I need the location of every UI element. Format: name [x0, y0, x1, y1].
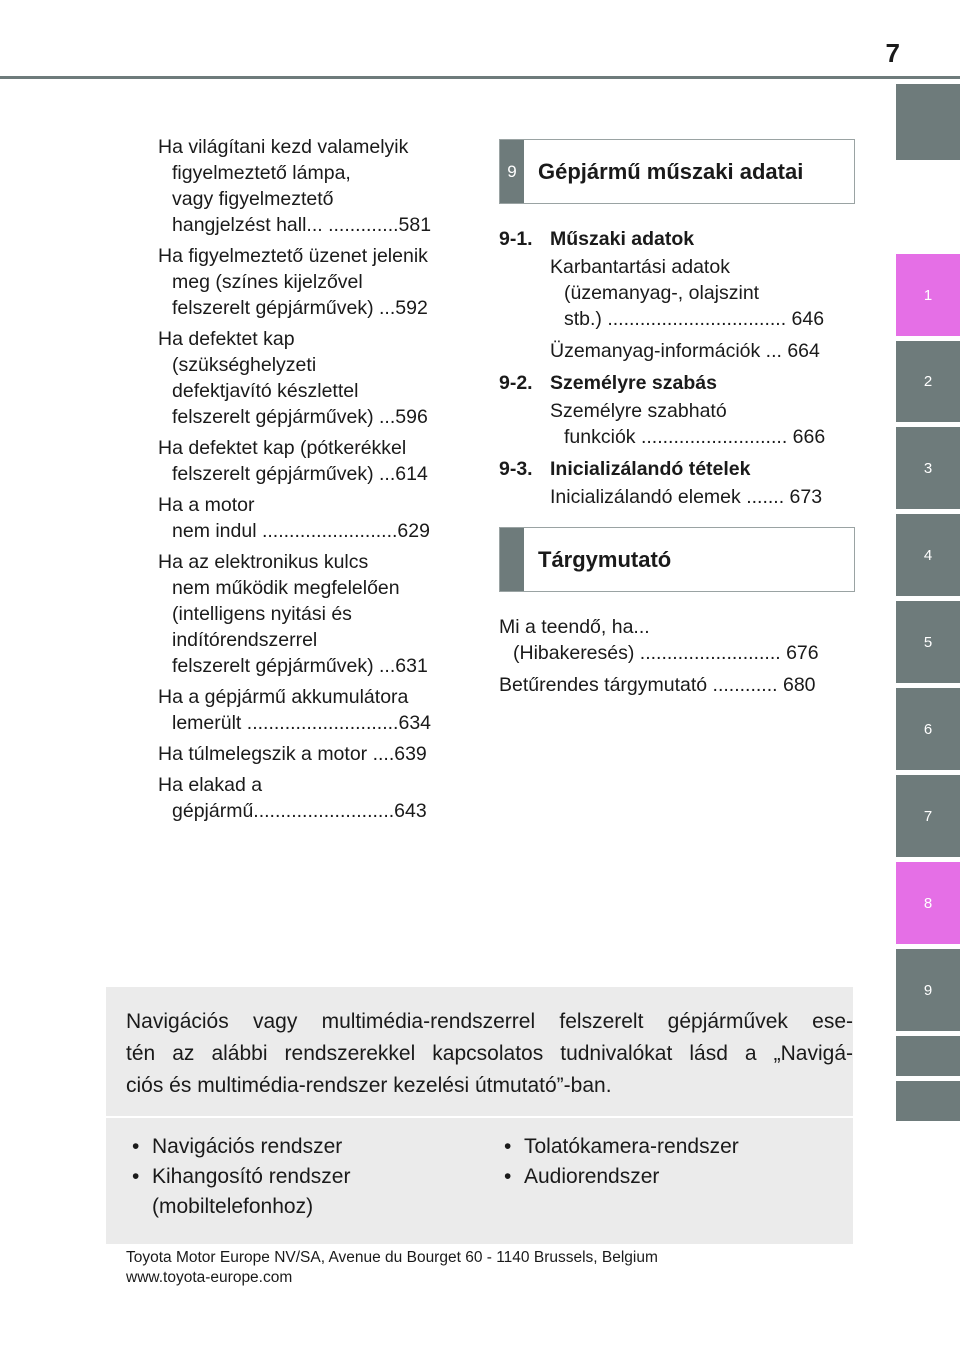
side-tab-blank-b[interactable]: [896, 1081, 960, 1121]
toc-entry[interactable]: Üzemanyag-információk ... 664: [550, 340, 820, 362]
toc-entry[interactable]: Ha defektet kap (szükséghelyzeti defektjavító készlettel felszerelt gépjárművek) ...596: [158, 328, 428, 428]
footer-website[interactable]: www.toyota-europe.com: [126, 1269, 293, 1286]
toc-entry[interactable]: Személyre szabható funkciók ........................... 666: [550, 400, 826, 448]
list-item: • Navigációs rendszer: [132, 1132, 350, 1162]
info-box-divider: [106, 1116, 853, 1118]
footer-address: Toyota Motor Europe NV/SA, Avenue du Bourget 60 - 1140 Brussels, Belgium: [126, 1249, 658, 1266]
side-tab-2[interactable]: 2: [896, 341, 960, 422]
section-number-tab: [500, 528, 524, 591]
side-tab-3[interactable]: 3: [896, 427, 960, 509]
toc-entry[interactable]: Ha világítani kezd valamelyik figyelmeztető lámpa, vagy figyelmeztető hangjelzést hall... .............581: [158, 136, 432, 236]
side-tab-7[interactable]: 7: [896, 775, 960, 857]
index-contents: [499, 614, 844, 704]
toc-entry[interactable]: Ha figyelmeztető üzenet jelenik meg (színes kijelzővel felszerelt gépjárművek) ...592: [158, 245, 428, 319]
side-tab-8[interactable]: 8: [896, 862, 960, 944]
section-title: Tárgymutató: [538, 546, 672, 572]
side-tab-6[interactable]: 6: [896, 688, 960, 770]
section-9-header[interactable]: [499, 139, 855, 204]
section-number-tab: 9: [500, 140, 524, 203]
side-tab-4[interactable]: 4: [896, 514, 960, 596]
side-tab-blank-a[interactable]: [896, 1036, 960, 1076]
bullet-icon: •: [504, 1135, 512, 1158]
toc-entry[interactable]: Mi a teendő, ha... (Hibakeresés) .......................... 676: [499, 616, 819, 664]
list-item-continuation: (mobiltelefonhoz): [152, 1195, 314, 1218]
index-section-header[interactable]: [499, 527, 855, 592]
page-number: 7: [885, 38, 900, 68]
toc-entry[interactable]: Ha a gépjármű akkumulátora lemerült ............................634: [158, 686, 432, 734]
info-box-text: Navigációs vagy multimédia-rendszerrel felszerelt gépjárművek ese- tén az alábbi rendszerekkel kapcsolatos tudnivalókat lásd a „Navigá- ciós és multimédia-rendszer kezelési útmutató”-ban.: [126, 1010, 853, 1097]
bullet-icon: •: [132, 1165, 140, 1188]
bullet-icon: •: [132, 1135, 140, 1158]
subsection-heading[interactable]: 9-1. Műszaki adatok: [499, 228, 695, 250]
side-tab-1[interactable]: 1: [896, 254, 960, 336]
toc-entry[interactable]: Inicializálandó elemek ....... 673: [550, 486, 823, 508]
toc-entry[interactable]: Ha elakad a gépjármű..........................643: [158, 774, 427, 822]
bullet-list-left: [132, 1132, 350, 1222]
list-item: • Tolatókamera-rendszer: [504, 1132, 739, 1162]
toc-entry[interactable]: Betűrendes tárgymutató ............ 680: [499, 674, 816, 696]
list-item: • Audiorendszer: [504, 1162, 739, 1192]
side-tab-blank-top[interactable]: [896, 84, 960, 160]
subsection-heading[interactable]: 9-3. Inicializálandó tételek: [499, 458, 751, 480]
subsection-heading[interactable]: 9-2. Személyre szabás: [499, 372, 717, 394]
toc-entry[interactable]: Ha az elektronikus kulcs nem működik megfelelően (intelligens nyitási és indítórendszerrel felszerelt gépjárművek) ...631: [158, 551, 428, 677]
toc-entry[interactable]: Ha defektet kap (pótkerékkel felszerelt gépjárművek) ...614: [158, 437, 428, 485]
section-title: Gépjármű műszaki adatai: [538, 158, 804, 184]
bullet-icon: •: [504, 1165, 512, 1188]
side-tab-5[interactable]: 5: [896, 601, 960, 683]
toc-entry[interactable]: Karbantartási adatok (üzemanyag-, olajszint stb.) ................................. 646: [550, 256, 825, 330]
header-rule: [0, 76, 960, 79]
toc-entry[interactable]: Ha a motor nem indul .........................629: [158, 494, 430, 542]
bullet-list-right: [504, 1132, 739, 1192]
footer: [126, 1248, 658, 1288]
section-9-contents: [499, 226, 844, 516]
left-column-toc: [158, 134, 458, 829]
list-item: • Kihangosító rendszer: [132, 1162, 350, 1192]
toc-entry[interactable]: Ha túlmelegszik a motor ....639: [158, 743, 427, 765]
side-tab-9[interactable]: 9: [896, 949, 960, 1031]
